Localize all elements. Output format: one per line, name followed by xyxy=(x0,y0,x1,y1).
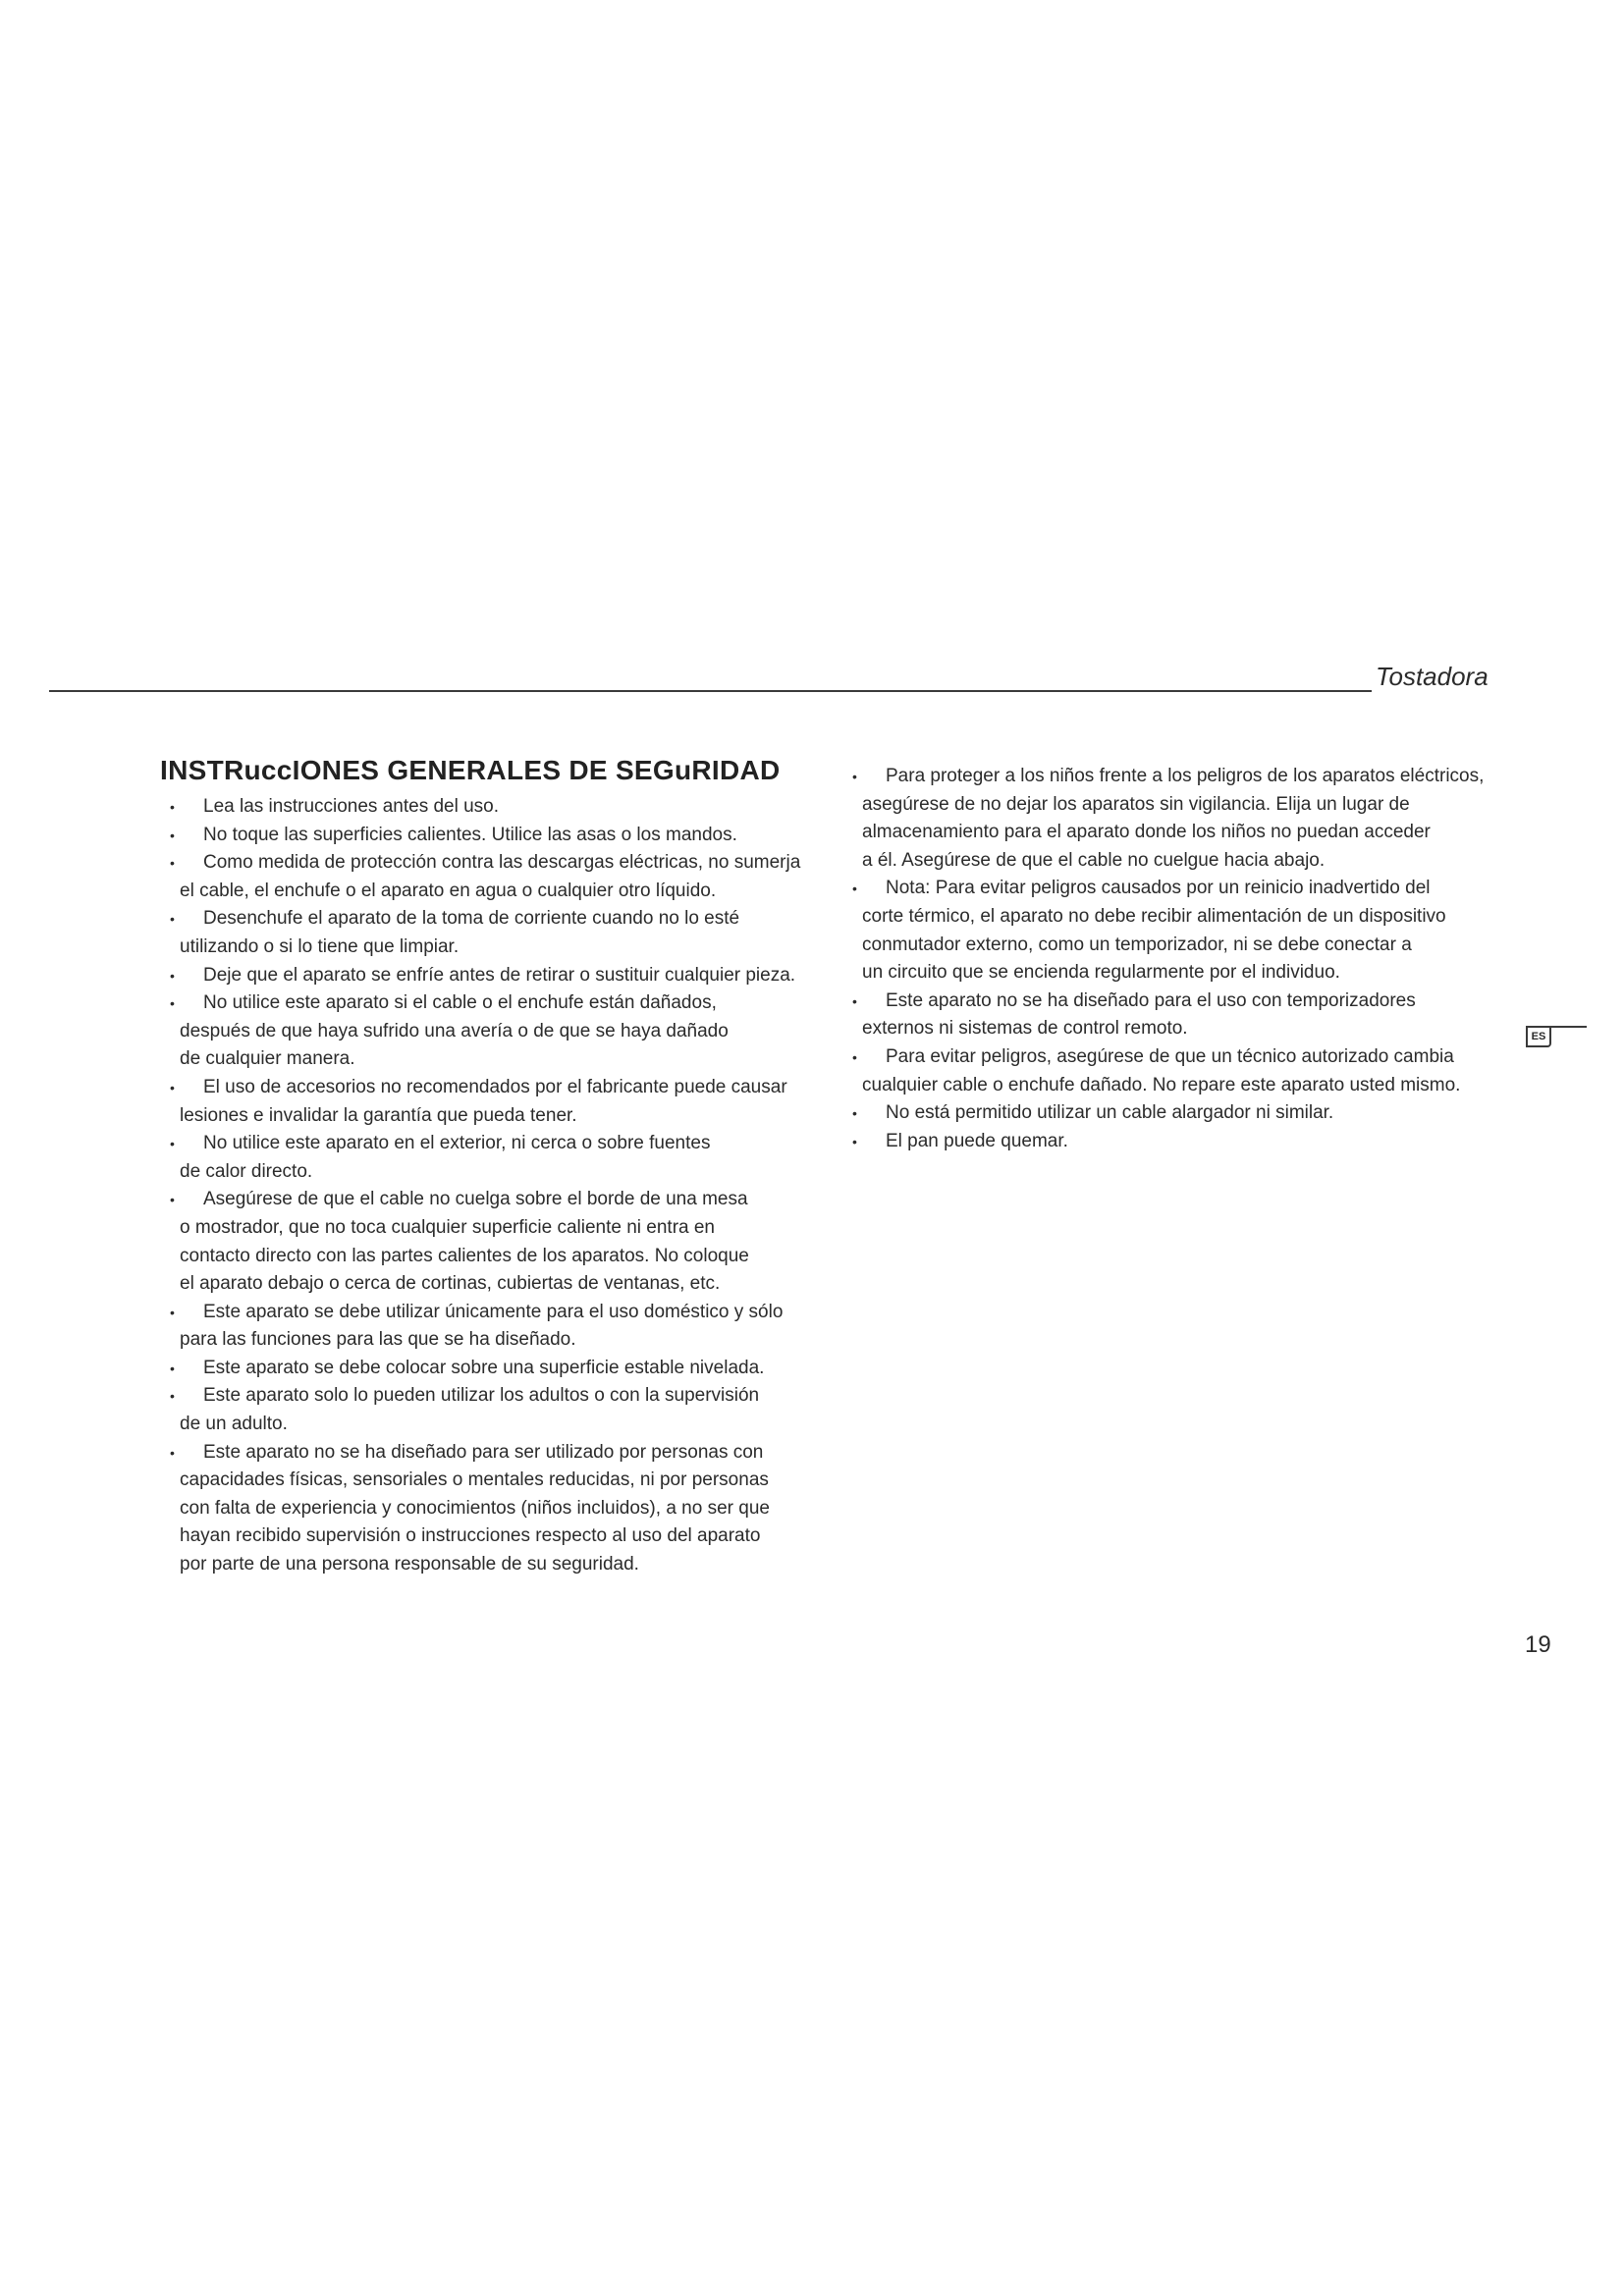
list-item: • No está permitido utilizar un cable alargador ni similar. xyxy=(842,1099,1510,1128)
header-title: Tostadora xyxy=(1376,662,1489,691)
left-bullet-list xyxy=(160,793,828,1579)
list-item: • Este aparato solo lo pueden utilizar los adultos o con la supervisión de un adulto. xyxy=(160,1382,828,1438)
list-item: • Lea las instrucciones antes del uso. xyxy=(160,793,828,822)
header-rule xyxy=(49,690,1372,692)
list-item: • Este aparato no se ha diseñado para el uso con temporizadores externos ni sistemas de control remoto. xyxy=(842,988,1510,1043)
list-item: • Para proteger a los niños frente a los peligros de los aparatos eléctricos, asegúrese de no dejar los aparatos sin vigilancia. Elija un lugar de almacenamiento para el aparato donde los niños no puedan acceder a él. Asegúrese de que el cable no cuelgue hacia abajo. xyxy=(842,763,1510,875)
list-item: • Para evitar peligros, asegúrese de que un técnico autorizado cambia cualquier cable o enchufe dañado. No repare este aparato usted mismo. xyxy=(842,1043,1510,1099)
language-tab-label: ES xyxy=(1526,1026,1551,1047)
section-heading: INSTRuccIONES GENERALES DE SEGuRIDAD xyxy=(160,755,781,785)
list-item: • Como medida de protección contra las descargas eléctricas, no sumerja el cable, el enchufe o el aparato en agua o cualquier otro líquido. xyxy=(160,849,828,905)
language-tab xyxy=(1526,1024,1587,1051)
list-item: • No toque las superficies calientes. Utilice las asas o los mandos. xyxy=(160,822,828,850)
right-column xyxy=(842,763,1510,1155)
list-item: • No utilice este aparato en el exterior, ni cerca o sobre fuentes de calor directo. xyxy=(160,1130,828,1186)
list-item: • Deje que el aparato se enfríe antes de retirar o sustituir cualquier pieza. xyxy=(160,962,828,990)
list-item: • Desenchufe el aparato de la toma de corriente cuando no lo esté utilizando o si lo tiene que limpiar. xyxy=(160,905,828,961)
list-item: • El uso de accesorios no recomendados por el fabricante puede causar lesiones e invalidar la garantía que pueda tener. xyxy=(160,1074,828,1130)
list-item: • Asegúrese de que el cable no cuelga sobre el borde de una mesa o mostrador, que no toca cualquier superficie caliente ni entra en contacto directo con las partes calientes de los aparatos. No coloque el aparato debajo o cerca de cortinas, cubiertas de ventanas, etc. xyxy=(160,1186,828,1298)
list-item: • El pan puede quemar. xyxy=(842,1128,1510,1156)
list-item: • No utilice este aparato si el cable o el enchufe están dañados, después de que haya sufrido una avería o de que se haya dañado de cualquier manera. xyxy=(160,989,828,1074)
right-bullet-list xyxy=(842,763,1510,1155)
list-item: • Este aparato no se ha diseñado para ser utilizado por personas con capacidades físicas, sensoriales o mentales reducidas, ni por personas con falta de experiencia y conocimientos (niños incluidos), a no ser que hayan recibido supervisión o instrucciones respecto al uso del aparato por parte de una persona responsable de su seguridad. xyxy=(160,1439,828,1579)
list-item: • Este aparato se debe colocar sobre una superficie estable nivelada. xyxy=(160,1355,828,1383)
left-column xyxy=(160,754,828,1579)
language-tab-rule xyxy=(1549,1026,1587,1028)
list-item: • Este aparato se debe utilizar únicamente para el uso doméstico y sólo para las funciones para las que se ha diseñado. xyxy=(160,1299,828,1355)
list-item: • Nota: Para evitar peligros causados por un reinicio inadvertido del corte térmico, el aparato no debe recibir alimentación de un dispositivo conmutador externo, como un temporizador, ni se debe conectar a un circuito que se encienda regularmente por el individuo. xyxy=(842,875,1510,987)
page-number: 19 xyxy=(1525,1631,1551,1658)
